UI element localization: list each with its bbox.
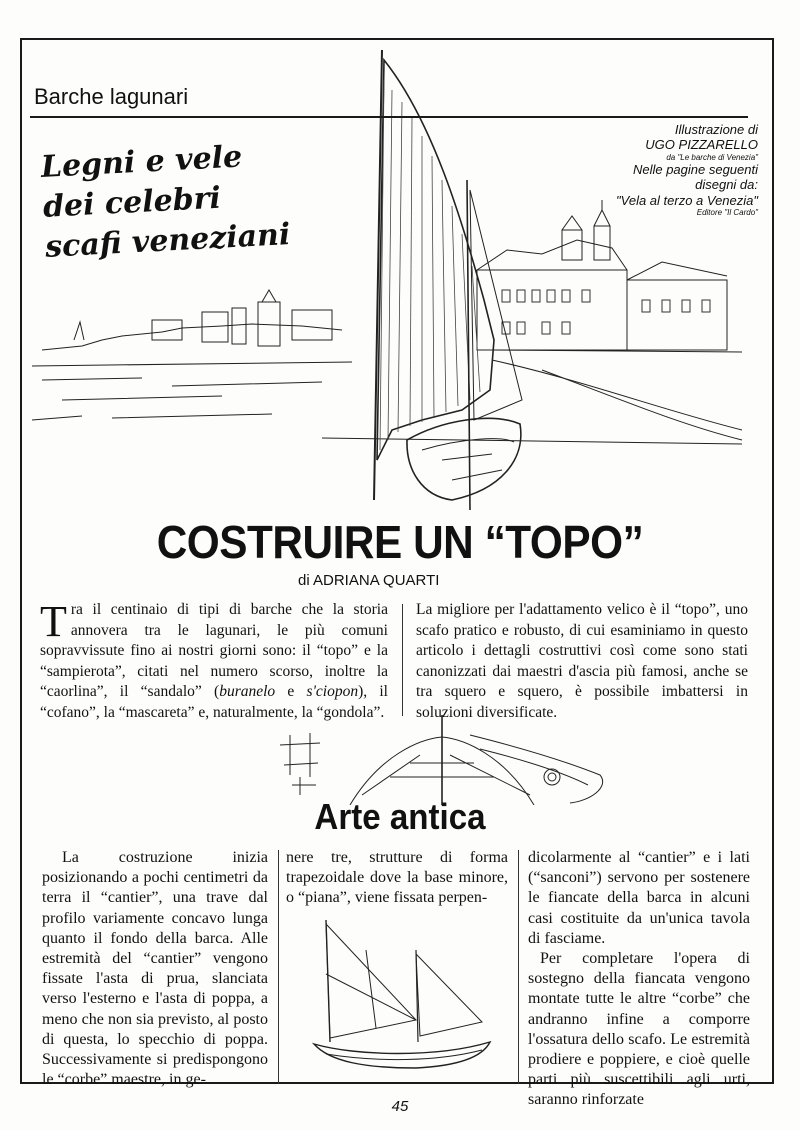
paragraph: dicolarmente al “cantier” e i lati (“sanconi”) servono per sostenere le fiancate della barca in alcuni casi costituite da un'unica tavola di fasciame.	[528, 849, 750, 947]
column-divider	[402, 604, 403, 716]
handwritten-line: dei celebri	[42, 180, 222, 225]
intro-text: ), il “cofano”, la “mascareta” e, naturalmente, la “gondola”.	[40, 683, 388, 721]
intro-left-column	[40, 597, 388, 723]
intro-text: ra il centinaio di tipi di barche che la storia annovera tra le lagunari, le più comuni sopravvissute fino ai nostri giorni sono: il “topo” e la “sampierota”, citati nel numero scorso, inoltre la “caorlina”, il “sandalo” (	[40, 601, 388, 700]
topo-sailboat-drawing	[286, 910, 508, 1080]
article-byline: di ADRIANA QUARTI	[298, 572, 440, 589]
body-column-1: La costruzione inizia posizionando a pochi centimetri da terra il “cantier”, una trave dal profilo variamente concavo lunga quanto il fondo della barca. Alle estremità del “cantier” vengono fissate l'asta di prua, slanciata verso l'esterno e l'asta di poppa, a meno che non sia previsto, al posto di questa, lo specchio di poppa. Successivamente si predispongono le “corbe” maestre, in ge-	[42, 849, 268, 1089]
handwritten-line: Legni e vele	[40, 139, 244, 185]
section-subtitle: Arte antica	[314, 796, 486, 837]
intro-right-column: La migliore per l'adattamento velico è il “topo”, uno scafo pratico e robusto, di cui esaminiamo in questo articolo i dettagli costruttivi così come sono stati canonizzati dai maestri d'ascia più famosi, anche se tra squero e squero, è possibile imbattersi in soluzioni diversificate.	[416, 601, 748, 721]
page-number: 45	[391, 1098, 409, 1115]
credit-line: Nelle pagine seguenti	[632, 162, 758, 178]
intro-italic: s'ciopon	[306, 683, 359, 700]
credit-line: Editore "Il Cardo"	[696, 208, 758, 218]
handwritten-heading	[40, 136, 292, 267]
credit-line: da "Le barche di Venezia"	[666, 152, 758, 162]
body-column-3	[528, 848, 750, 1111]
intro-italic: buranelo	[219, 683, 276, 700]
credit-line: Illustrazione di	[674, 122, 758, 137]
handwritten-line: scafi veneziani	[44, 217, 292, 265]
article-title: COSTRUIRE UN “TOPO”	[156, 516, 644, 568]
intro-text: e	[275, 683, 307, 700]
column-divider	[518, 850, 519, 1084]
column-divider	[278, 850, 279, 1084]
credit-line: disegni da:	[695, 177, 758, 193]
hull-frame-sketches	[270, 715, 630, 805]
drop-cap: T	[40, 597, 67, 646]
lagoon-sail-illustration	[22, 40, 772, 520]
illustration-credits	[498, 122, 758, 218]
credit-line: UGO PIZZARELLO	[645, 137, 758, 153]
credit-line: "Vela al terzo a Venezia"	[616, 192, 758, 208]
section-rule	[30, 116, 748, 118]
paragraph: Per completare l'opera di sostegno della fiancata vengono montate tutte le altre “corbe” che andranno infine a comporre l'ossatura dello scafo. Le estremità prodiere e poppiere, e cioè quelle parti più suscettibili agli urti, saranno rinforzate	[528, 950, 750, 1109]
section-title: Barche lagunari	[34, 84, 189, 109]
body-column-2: nere tre, strutture di forma trapezoidale dove la base minore, o “piana”, viene fissata perpen-	[286, 849, 508, 907]
